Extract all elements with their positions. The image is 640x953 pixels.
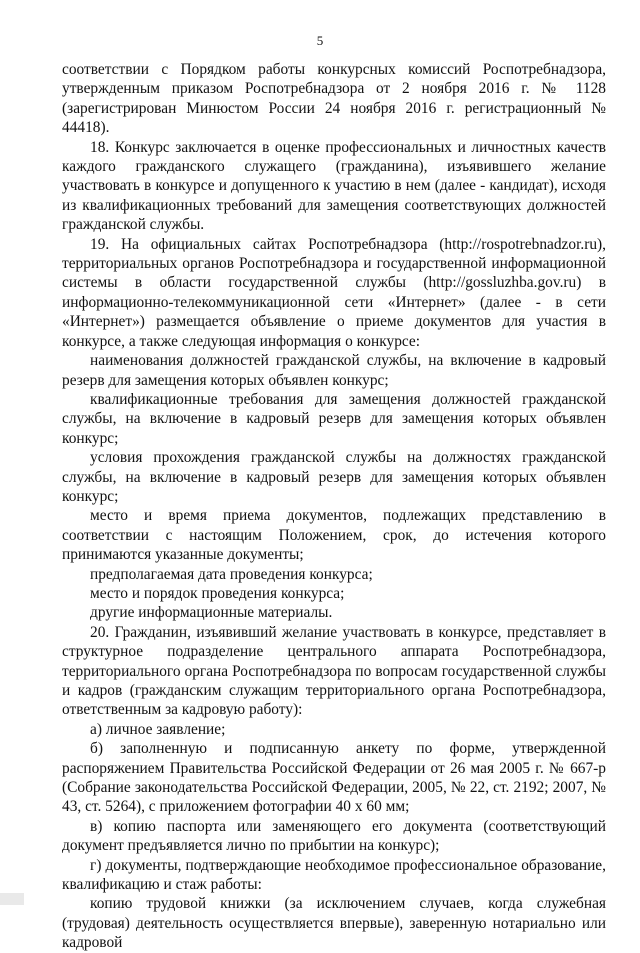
paragraph: а) личное заявление; [90,720,226,738]
paragraph: соответствии с Порядком работы конкурсных комиссий Роспотребнадзора, утвержденным приказом Роспотребнадзора от 2 ноября 2016 г. № 1128 (зарегистрирован Минюстом России 24 ноября 2016 г. регистрационный № 44418). [62,61,606,137]
paragraph: г) документы, подтверждающие необходимое профессиональное образование, квалификацию и стаж работы: [62,856,606,894]
scan-edge-mark [0,893,24,905]
document-body [62,60,606,953]
paragraph: место и порядок проведения конкурса; [90,584,345,602]
paragraph: условия прохождения гражданской службы на должностях гражданской службы, на включение в кадровый резерв для замещения которых объявлен конкурс; [62,449,606,505]
paragraph: наименования должностей гражданской службы, на включение в кадровый резерв для замещения которых объявлен конкурс; [62,352,606,389]
page-number: 5 [316,33,324,48]
paragraph: место и время приема документов, подлежащих представлению в соответствии с настоящим Положением, срок, до истечения которого принимаются указанные документы; [62,507,606,564]
paragraph: 20. Гражданин, изъявивший желание участвовать в конкурсе, представляет в структурное подразделение центрального аппарата Роспотребнадзора, территориального органа Роспотребнадзора по вопросам государственной службы и кадров (гражданским служащим территориального органа Роспотребнадзора, ответственным за кадровую работу): [62,623,606,719]
paragraph: квалификационные требования для замещения должностей гражданской службы, на включение в кадровый резерв для замещения которых объявлен конкурс; [62,390,606,447]
paragraph: б) заполненную и подписанную анкету по форме, утвержденной распоряжением Правительства Российской Федерации от 26 мая 2005 г. № 667-р (Собрание законодательства Российской Федерации, 2005, № 22, ст. 2192; 2007, № 43, ст. 5264), с приложением фотографии 40 х 60 мм; [62,740,606,816]
paragraph: 18. Конкурс заключается в оценке профессиональных и личностных качеств каждого гражданского служащего (гражданина), изъявившего желание участвовать в конкурсе и допущенного к участию в нем (далее - кандидат), исходя из квалификационных требований для замещения соответствующих должностей гражданской службы. [62,138,606,234]
paragraph: в) копию паспорта или заменяющего его документа (соответствующий документ предъявляется лично по прибытии на конкурс); [62,817,606,855]
paragraph: 19. На официальных сайтах Роспотребнадзора (http://rospotrebnadzor.ru), территориальных органов Роспотребнадзора и государственной информационной системы в области государственной службы (http://gossluzhba.gov.ru) в информационно-телекоммуникационной сети «Интернет» (далее - в сети «Интернет») размещается объявление о приеме документов для участия в конкурсе, а также следующая информация о конкурсе: [62,235,606,350]
paragraph: копию трудовой книжки (за исключением случаев, когда служебная (трудовая) деятельность осуществляется впервые), заверенную нотариально или кадровой [62,895,606,952]
paragraph: предполагаемая дата проведения конкурса; [90,565,373,583]
paragraph: другие информационные материалы. [90,604,333,622]
